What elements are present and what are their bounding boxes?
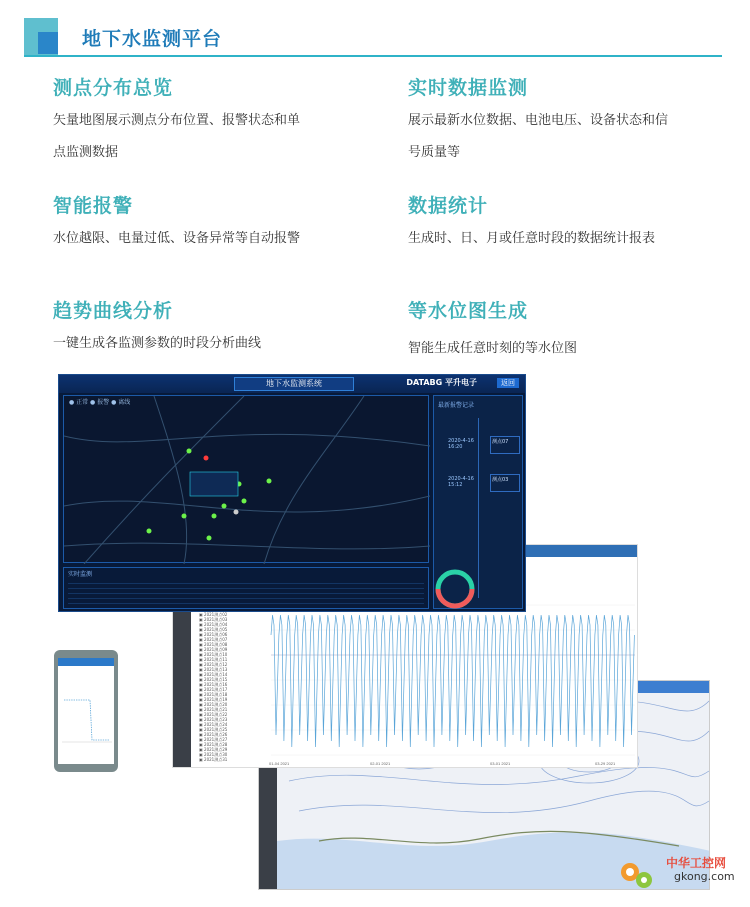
alarm-event <box>448 438 474 450</box>
feature-title-isoline: 等水位图生成 <box>408 300 529 322</box>
watermark-url: gkong.com <box>674 870 735 883</box>
feature-title-alarm: 智能报警 <box>53 195 134 217</box>
device-donut-chart <box>431 565 523 611</box>
watermark-text: 中华工控网 <box>666 856 727 870</box>
table-header: 实时监测 <box>68 571 93 578</box>
phone-chart <box>58 666 114 764</box>
event-date: 2020-4-16 <box>448 438 474 444</box>
phone-top-bar <box>58 658 114 666</box>
mobile-app-screenshot <box>54 650 118 772</box>
page-title: 地下水监测平台 <box>82 28 223 50</box>
alarm-panel-header: 最新报警记录 <box>438 402 475 409</box>
feature-desc-distribution <box>53 105 323 169</box>
event-card[interactable]: 测点07 <box>490 436 520 454</box>
feature-desc-trend: 一键生成各监测参数的时段分析曲线 <box>53 336 262 351</box>
alarm-event <box>448 476 474 488</box>
desc-line: 号质量等 <box>408 145 461 160</box>
dash-back-button[interactable]: 返回 <box>497 378 519 388</box>
dash-title: 地下水监测系统 <box>234 377 354 391</box>
event-card[interactable]: 测点03 <box>490 474 520 492</box>
event-time: 16:20 <box>448 444 463 450</box>
gkong-watermark-logo <box>614 848 744 894</box>
x-tick-label: 03-29 2021 <box>595 761 616 766</box>
x-tick-label: 03-01 2021 <box>490 761 511 766</box>
event-time: 15:12 <box>448 482 463 488</box>
feature-title-stats: 数据统计 <box>408 195 489 217</box>
x-tick-label: 01-04 2021 <box>269 761 290 766</box>
dash-map-panel <box>63 395 429 563</box>
x-tick-label: 02-01 2021 <box>370 761 391 766</box>
table-row <box>68 599 424 604</box>
header-underline <box>24 55 722 57</box>
desc-line: 矢量地图展示测点分布位置、报警状态和单 <box>53 113 301 128</box>
feature-desc-isoline: 智能生成任意时刻的等水位图 <box>408 341 578 356</box>
gear-icon <box>614 854 654 894</box>
event-date: 2020-4-16 <box>448 476 474 482</box>
dash-brand-logo: DATABG 平升电子 <box>406 378 477 387</box>
feature-desc-stats: 生成时、日、月或任意时段的数据统计报表 <box>408 231 656 246</box>
water-level-plot <box>265 595 635 767</box>
dashboard-screenshot <box>58 374 526 612</box>
feature-title-trend: 趋势曲线分析 <box>53 300 174 322</box>
dash-road-map <box>64 396 430 564</box>
feature-title-realtime: 实时数据监测 <box>408 77 529 99</box>
water-level-series <box>271 615 634 747</box>
phone-screen <box>58 658 114 764</box>
dash-realtime-table <box>63 567 429 609</box>
desc-line: 展示最新水位数据、电池电压、设备状态和信 <box>408 113 669 128</box>
dash-legend: ● 正常 ● 报警 ● 离线 <box>69 399 131 406</box>
feature-desc-alarm: 水位越限、电量过低、设备异常等自动报警 <box>53 231 301 246</box>
feature-desc-realtime <box>408 105 678 169</box>
feature-title-distribution: 测点分布总览 <box>53 77 174 99</box>
station-tree: ▣ 2021测点02 ▣ 2021测点03 ▣ 2021测点04 ▣ 2021测点05 ▣ 2021测点06 ▣ 2021测点07 ▣ 2021测点08 ▣ 2021测点09 ▣ 2021测点10 ▣ 2021测点11 ▣ 2021测点12 ▣ 2021测点13 ▣ 2021测点14 ▣ 2021测点15 ▣ 2021测点16 ▣ 2021测点17 ▣ 2021测点18 ▣ 2021测点19 ▣ 2021测点20 ▣ 2021测点21 ▣ 2021测点22 ▣ 2021测点23 ▣ 2021测点24 ▣ 2021测点25 ▣ 2021测点26 ▣ 2021测点27 ▣ 2021测点28 ▣ 2021测点29 ▣ 2021测点30 ▣ 2021测点31 <box>199 612 228 762</box>
header-deco-block-inner <box>38 32 58 54</box>
desc-line: 点监测数据 <box>53 145 119 160</box>
